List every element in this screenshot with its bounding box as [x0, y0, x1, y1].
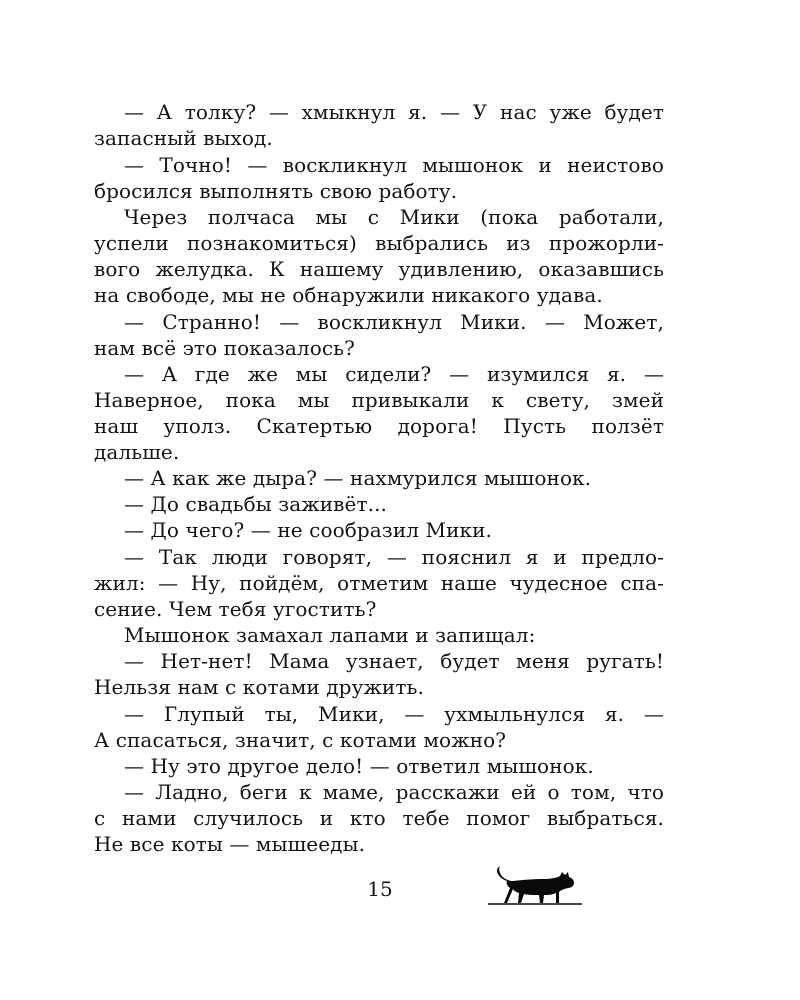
- page-number: 15: [367, 877, 393, 901]
- text-line: — Точно! — воскликнул мышонок и неистово: [124, 153, 664, 177]
- text-line: Не все коты — мышееды.: [94, 832, 366, 856]
- text-line: А спасаться, значит, с котами можно?: [94, 728, 507, 752]
- text-line: — А как же дыра? — нахмурился мышонок.: [124, 466, 592, 490]
- text-line: нам всё это показалось?: [94, 336, 355, 360]
- text-line: Нельзя нам с котами дружить.: [94, 675, 424, 699]
- text-line: Мышонок замахал лапами и запищал:: [124, 623, 536, 647]
- text-line: запасный выход.: [94, 126, 273, 150]
- text-line: успели познакомиться) выбрались из прожорли-: [94, 231, 664, 255]
- text-line: наш уполз. Скатертью дорога! Пусть ползёт: [94, 414, 664, 438]
- text-line: бросился выполнять свою работу.: [94, 179, 458, 203]
- text-line: — Так люди говорят, — пояснил я и предло-: [124, 545, 664, 569]
- text-line: на свободе, мы не обнаружили никакого удава.: [94, 283, 603, 307]
- text-line: сение. Чем тебя угостить?: [94, 597, 377, 621]
- text-line: — Ну это другое дело! — ответил мышонок.: [124, 754, 594, 778]
- text-line: Через полчаса мы с Мики (пока работали,: [124, 205, 664, 229]
- text-line: — До чего? — не сообразил Мики.: [124, 518, 493, 542]
- text-line: — Глупый ты, Мики, — ухмыльнулся я. —: [124, 702, 664, 726]
- text-line: — Ладно, беги к маме, расскажи ей о том, что: [124, 780, 664, 804]
- cat-icon: [488, 862, 584, 908]
- text-line: — Нет-нет! Мама узнает, будет меня ругать!: [124, 649, 664, 673]
- text-line: Наверное, пока мы привыкали к свету, змей: [94, 388, 664, 412]
- text-line: с нами случилось и кто тебе помог выбраться.: [94, 806, 664, 830]
- text-line: жил: — Ну, пойдём, отметим наше чудесное спа-: [94, 571, 664, 595]
- cat-silhouette: [497, 866, 574, 903]
- text-line: дальше.: [94, 440, 180, 464]
- text-line: вого желудка. К нашему удивлению, оказавшись: [94, 257, 664, 281]
- text-line: — До свадьбы заживёт...: [124, 492, 388, 516]
- text-line: — А где же мы сидели? — изумился я. —: [124, 362, 664, 386]
- text-line: — А толку? — хмыкнул я. — У нас уже будет: [124, 100, 664, 124]
- text-line: — Странно! — воскликнул Мики. — Может,: [124, 310, 664, 334]
